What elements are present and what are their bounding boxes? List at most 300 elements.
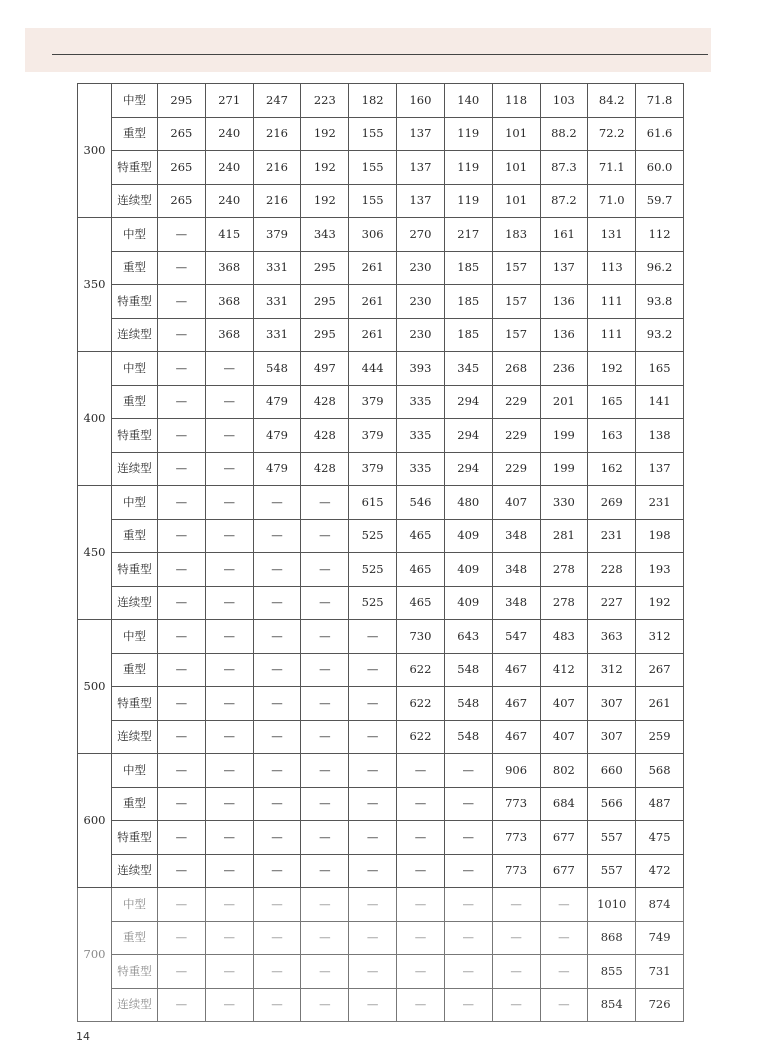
value-cell: 72.2 — [588, 117, 636, 151]
value-cell: — — [253, 586, 301, 620]
value-cell: — — [397, 821, 445, 855]
value-cell: 261 — [636, 687, 684, 721]
table-row — [78, 352, 684, 386]
value-cell: 281 — [540, 519, 588, 553]
type-cell: 重型 — [112, 251, 158, 285]
value-cell: 247 — [253, 84, 301, 118]
value-cell: — — [158, 921, 206, 955]
group-450 — [78, 486, 684, 620]
type-cell: 特重型 — [112, 687, 158, 721]
value-cell: — — [397, 888, 445, 922]
value-cell: 363 — [588, 620, 636, 654]
value-cell: 467 — [492, 687, 540, 721]
value-cell: — — [301, 720, 349, 754]
type-cell: 中型 — [112, 754, 158, 788]
value-cell: — — [158, 854, 206, 888]
value-cell: — — [253, 687, 301, 721]
value-cell: 165 — [588, 385, 636, 419]
value-cell: — — [253, 955, 301, 989]
value-cell: 802 — [540, 754, 588, 788]
type-cell: 特重型 — [112, 419, 158, 453]
value-cell: 868 — [588, 921, 636, 955]
value-cell: — — [540, 988, 588, 1022]
value-cell: 278 — [540, 586, 588, 620]
value-cell: 475 — [636, 821, 684, 855]
diameter-cell: 400 — [78, 352, 112, 486]
value-cell: — — [205, 921, 253, 955]
value-cell: 622 — [397, 720, 445, 754]
value-cell: — — [158, 754, 206, 788]
value-cell: — — [205, 821, 253, 855]
value-cell: 228 — [588, 553, 636, 587]
value-cell: 231 — [636, 486, 684, 520]
value-cell: 230 — [397, 251, 445, 285]
value-cell: 557 — [588, 854, 636, 888]
value-cell: 677 — [540, 854, 588, 888]
type-cell: 特重型 — [112, 151, 158, 185]
type-cell: 重型 — [112, 117, 158, 151]
value-cell: — — [158, 620, 206, 654]
value-cell: — — [205, 854, 253, 888]
value-cell: — — [492, 921, 540, 955]
value-cell: — — [205, 452, 253, 486]
value-cell: 472 — [636, 854, 684, 888]
value-cell: — — [349, 653, 397, 687]
value-cell: 265 — [158, 117, 206, 151]
value-cell: 157 — [492, 318, 540, 352]
value-cell: 312 — [588, 653, 636, 687]
value-cell: 240 — [205, 184, 253, 218]
value-cell: — — [349, 754, 397, 788]
value-cell: 307 — [588, 687, 636, 721]
value-cell: 622 — [397, 653, 445, 687]
value-cell: 230 — [397, 285, 445, 319]
value-cell: 223 — [301, 84, 349, 118]
value-cell: 773 — [492, 854, 540, 888]
value-cell: — — [444, 955, 492, 989]
value-cell: 294 — [444, 385, 492, 419]
type-cell: 特重型 — [112, 553, 158, 587]
type-cell: 中型 — [112, 218, 158, 252]
table-row — [78, 854, 684, 888]
value-cell: 185 — [444, 285, 492, 319]
value-cell: 137 — [397, 117, 445, 151]
value-cell: 335 — [397, 419, 445, 453]
value-cell: 136 — [540, 318, 588, 352]
value-cell: — — [397, 754, 445, 788]
value-cell: 182 — [349, 84, 397, 118]
value-cell: — — [158, 285, 206, 319]
value-cell: — — [253, 821, 301, 855]
value-cell: 331 — [253, 251, 301, 285]
value-cell: — — [158, 653, 206, 687]
value-cell: 111 — [588, 285, 636, 319]
value-cell: 615 — [349, 486, 397, 520]
data-table — [77, 83, 684, 1022]
value-cell: 295 — [301, 251, 349, 285]
value-cell: 479 — [253, 385, 301, 419]
value-cell: 1010 — [588, 888, 636, 922]
value-cell: — — [158, 720, 206, 754]
value-cell: 185 — [444, 318, 492, 352]
value-cell: — — [253, 620, 301, 654]
table-row — [78, 117, 684, 151]
value-cell: — — [253, 519, 301, 553]
value-cell: 730 — [397, 620, 445, 654]
value-cell: 93.8 — [636, 285, 684, 319]
value-cell: 141 — [636, 385, 684, 419]
value-cell: — — [158, 988, 206, 1022]
value-cell: — — [205, 553, 253, 587]
value-cell: 140 — [444, 84, 492, 118]
value-cell: 192 — [301, 184, 349, 218]
value-cell: 119 — [444, 117, 492, 151]
value-cell: 162 — [588, 452, 636, 486]
table-row — [78, 586, 684, 620]
type-cell: 重型 — [112, 519, 158, 553]
table-row — [78, 787, 684, 821]
value-cell: 412 — [540, 653, 588, 687]
value-cell: — — [397, 787, 445, 821]
value-cell: — — [205, 888, 253, 922]
type-cell: 特重型 — [112, 955, 158, 989]
value-cell: — — [205, 720, 253, 754]
value-cell: 428 — [301, 452, 349, 486]
value-cell: 103 — [540, 84, 588, 118]
table-row — [78, 653, 684, 687]
type-cell: 特重型 — [112, 285, 158, 319]
value-cell: — — [205, 787, 253, 821]
value-cell: 643 — [444, 620, 492, 654]
value-cell: — — [301, 620, 349, 654]
value-cell: — — [444, 854, 492, 888]
value-cell: — — [301, 519, 349, 553]
value-cell: 726 — [636, 988, 684, 1022]
value-cell: 479 — [253, 419, 301, 453]
value-cell: 201 — [540, 385, 588, 419]
value-cell: 409 — [444, 519, 492, 553]
value-cell: — — [158, 452, 206, 486]
value-cell: 192 — [636, 586, 684, 620]
value-cell: — — [397, 955, 445, 989]
value-cell: — — [205, 620, 253, 654]
value-cell: 854 — [588, 988, 636, 1022]
value-cell: 84.2 — [588, 84, 636, 118]
value-cell: 331 — [253, 318, 301, 352]
value-cell: — — [397, 921, 445, 955]
value-cell: 295 — [301, 318, 349, 352]
value-cell: 773 — [492, 787, 540, 821]
value-cell: 265 — [158, 184, 206, 218]
value-cell: — — [301, 486, 349, 520]
value-cell: 131 — [588, 218, 636, 252]
value-cell: — — [158, 787, 206, 821]
value-cell: 295 — [158, 84, 206, 118]
value-cell: — — [205, 988, 253, 1022]
type-cell: 连续型 — [112, 988, 158, 1022]
value-cell: — — [253, 921, 301, 955]
value-cell: 525 — [349, 519, 397, 553]
value-cell: 295 — [301, 285, 349, 319]
value-cell: 71.8 — [636, 84, 684, 118]
value-cell: 409 — [444, 553, 492, 587]
table-row — [78, 687, 684, 721]
value-cell: — — [253, 854, 301, 888]
value-cell: — — [253, 754, 301, 788]
value-cell: 216 — [253, 117, 301, 151]
table-row — [78, 519, 684, 553]
value-cell: — — [301, 787, 349, 821]
value-cell: — — [349, 921, 397, 955]
value-cell: 193 — [636, 553, 684, 587]
value-cell: 101 — [492, 184, 540, 218]
value-cell: 199 — [540, 452, 588, 486]
value-cell: — — [158, 385, 206, 419]
value-cell: — — [349, 787, 397, 821]
value-cell: — — [158, 821, 206, 855]
value-cell: 348 — [492, 586, 540, 620]
diameter-cell: 600 — [78, 754, 112, 888]
value-cell: — — [158, 519, 206, 553]
table-row — [78, 184, 684, 218]
value-cell: 111 — [588, 318, 636, 352]
value-cell: 268 — [492, 352, 540, 386]
value-cell: — — [444, 821, 492, 855]
value-cell: 240 — [205, 117, 253, 151]
value-cell: — — [301, 653, 349, 687]
value-cell: 393 — [397, 352, 445, 386]
value-cell: 261 — [349, 285, 397, 319]
value-cell: 379 — [349, 385, 397, 419]
diameter-cell: 300 — [78, 84, 112, 218]
value-cell: 271 — [205, 84, 253, 118]
type-cell: 中型 — [112, 352, 158, 386]
value-cell: 467 — [492, 720, 540, 754]
value-cell: 480 — [444, 486, 492, 520]
value-cell: — — [397, 854, 445, 888]
value-cell: — — [349, 620, 397, 654]
diameter-cell: 350 — [78, 218, 112, 352]
value-cell: 157 — [492, 285, 540, 319]
value-cell: 60.0 — [636, 151, 684, 185]
group-500 — [78, 620, 684, 754]
value-cell: 749 — [636, 921, 684, 955]
value-cell: 240 — [205, 151, 253, 185]
diameter-cell: 450 — [78, 486, 112, 620]
value-cell: 160 — [397, 84, 445, 118]
table-row — [78, 84, 684, 118]
value-cell: 548 — [444, 687, 492, 721]
value-cell: — — [253, 653, 301, 687]
value-cell: 101 — [492, 117, 540, 151]
value-cell: 216 — [253, 184, 301, 218]
value-cell: — — [205, 352, 253, 386]
type-cell: 连续型 — [112, 720, 158, 754]
table-row — [78, 151, 684, 185]
value-cell: — — [301, 586, 349, 620]
group-300 — [78, 84, 684, 218]
value-cell: — — [301, 821, 349, 855]
value-cell: 192 — [588, 352, 636, 386]
value-cell: 165 — [636, 352, 684, 386]
value-cell: — — [349, 821, 397, 855]
value-cell: 546 — [397, 486, 445, 520]
value-cell: 335 — [397, 385, 445, 419]
value-cell: 71.0 — [588, 184, 636, 218]
table-row — [78, 385, 684, 419]
type-cell: 中型 — [112, 620, 158, 654]
table-row — [78, 285, 684, 319]
value-cell: — — [301, 854, 349, 888]
value-cell: — — [444, 787, 492, 821]
value-cell: 230 — [397, 318, 445, 352]
value-cell: 348 — [492, 519, 540, 553]
value-cell: 136 — [540, 285, 588, 319]
value-cell: 137 — [636, 452, 684, 486]
type-cell: 连续型 — [112, 854, 158, 888]
value-cell: 343 — [301, 218, 349, 252]
value-cell: — — [492, 988, 540, 1022]
value-cell: 71.1 — [588, 151, 636, 185]
value-cell: 428 — [301, 419, 349, 453]
value-cell: 59.7 — [636, 184, 684, 218]
value-cell: 348 — [492, 553, 540, 587]
value-cell: — — [349, 854, 397, 888]
value-cell: 547 — [492, 620, 540, 654]
value-cell: 731 — [636, 955, 684, 989]
value-cell: — — [301, 687, 349, 721]
value-cell: — — [349, 988, 397, 1022]
value-cell: 199 — [540, 419, 588, 453]
value-cell: — — [205, 653, 253, 687]
page-header-band — [25, 28, 711, 72]
table-row — [78, 620, 684, 654]
value-cell: — — [205, 385, 253, 419]
value-cell: — — [253, 888, 301, 922]
page-number: 14 — [76, 1030, 90, 1043]
value-cell: 88.2 — [540, 117, 588, 151]
value-cell: 677 — [540, 821, 588, 855]
diameter-cell: 700 — [78, 888, 112, 1022]
value-cell: 87.3 — [540, 151, 588, 185]
value-cell: 525 — [349, 586, 397, 620]
diameter-cell: 500 — [78, 620, 112, 754]
value-cell: 415 — [205, 218, 253, 252]
group-350 — [78, 218, 684, 352]
value-cell: 330 — [540, 486, 588, 520]
value-cell: 331 — [253, 285, 301, 319]
table-row — [78, 888, 684, 922]
value-cell: 465 — [397, 553, 445, 587]
value-cell: 61.6 — [636, 117, 684, 151]
value-cell: 294 — [444, 452, 492, 486]
table-row — [78, 419, 684, 453]
value-cell: 96.2 — [636, 251, 684, 285]
value-cell: — — [540, 955, 588, 989]
value-cell: — — [349, 955, 397, 989]
value-cell: 231 — [588, 519, 636, 553]
value-cell: 229 — [492, 419, 540, 453]
value-cell: 278 — [540, 553, 588, 587]
value-cell: 487 — [636, 787, 684, 821]
value-cell: 183 — [492, 218, 540, 252]
value-cell: 138 — [636, 419, 684, 453]
value-cell: — — [444, 888, 492, 922]
value-cell: — — [301, 988, 349, 1022]
value-cell: 306 — [349, 218, 397, 252]
value-cell: 270 — [397, 218, 445, 252]
value-cell: — — [253, 486, 301, 520]
value-cell: — — [301, 888, 349, 922]
type-cell: 连续型 — [112, 452, 158, 486]
table-row — [78, 318, 684, 352]
value-cell: 119 — [444, 151, 492, 185]
value-cell: 409 — [444, 586, 492, 620]
value-cell: 101 — [492, 151, 540, 185]
value-cell: — — [253, 720, 301, 754]
value-cell: 467 — [492, 653, 540, 687]
value-cell: 137 — [397, 184, 445, 218]
type-cell: 中型 — [112, 84, 158, 118]
value-cell: 906 — [492, 754, 540, 788]
value-cell: 216 — [253, 151, 301, 185]
value-cell: 269 — [588, 486, 636, 520]
value-cell: 428 — [301, 385, 349, 419]
value-cell: 267 — [636, 653, 684, 687]
value-cell: — — [158, 251, 206, 285]
type-cell: 重型 — [112, 385, 158, 419]
value-cell: 227 — [588, 586, 636, 620]
value-cell: — — [444, 754, 492, 788]
type-cell: 重型 — [112, 921, 158, 955]
value-cell: — — [205, 486, 253, 520]
value-cell: 161 — [540, 218, 588, 252]
value-cell: 345 — [444, 352, 492, 386]
value-cell: 155 — [349, 184, 397, 218]
value-cell: 557 — [588, 821, 636, 855]
value-cell: — — [205, 419, 253, 453]
value-cell: 407 — [540, 720, 588, 754]
value-cell: 307 — [588, 720, 636, 754]
value-cell: 261 — [349, 251, 397, 285]
value-cell: — — [301, 955, 349, 989]
value-cell: 444 — [349, 352, 397, 386]
value-cell: 265 — [158, 151, 206, 185]
value-cell: 660 — [588, 754, 636, 788]
table-row — [78, 988, 684, 1022]
value-cell: 118 — [492, 84, 540, 118]
value-cell: 229 — [492, 452, 540, 486]
table-row — [78, 486, 684, 520]
value-cell: 112 — [636, 218, 684, 252]
type-cell: 中型 — [112, 486, 158, 520]
value-cell: — — [205, 754, 253, 788]
value-cell: 368 — [205, 285, 253, 319]
value-cell: — — [205, 586, 253, 620]
value-cell: 137 — [540, 251, 588, 285]
value-cell: — — [158, 318, 206, 352]
table-row — [78, 218, 684, 252]
table-row — [78, 251, 684, 285]
value-cell: — — [444, 921, 492, 955]
value-cell: — — [349, 687, 397, 721]
value-cell: 155 — [349, 151, 397, 185]
value-cell: 465 — [397, 519, 445, 553]
value-cell: 479 — [253, 452, 301, 486]
group-700 — [78, 888, 684, 1022]
type-cell: 连续型 — [112, 586, 158, 620]
group-400 — [78, 352, 684, 486]
